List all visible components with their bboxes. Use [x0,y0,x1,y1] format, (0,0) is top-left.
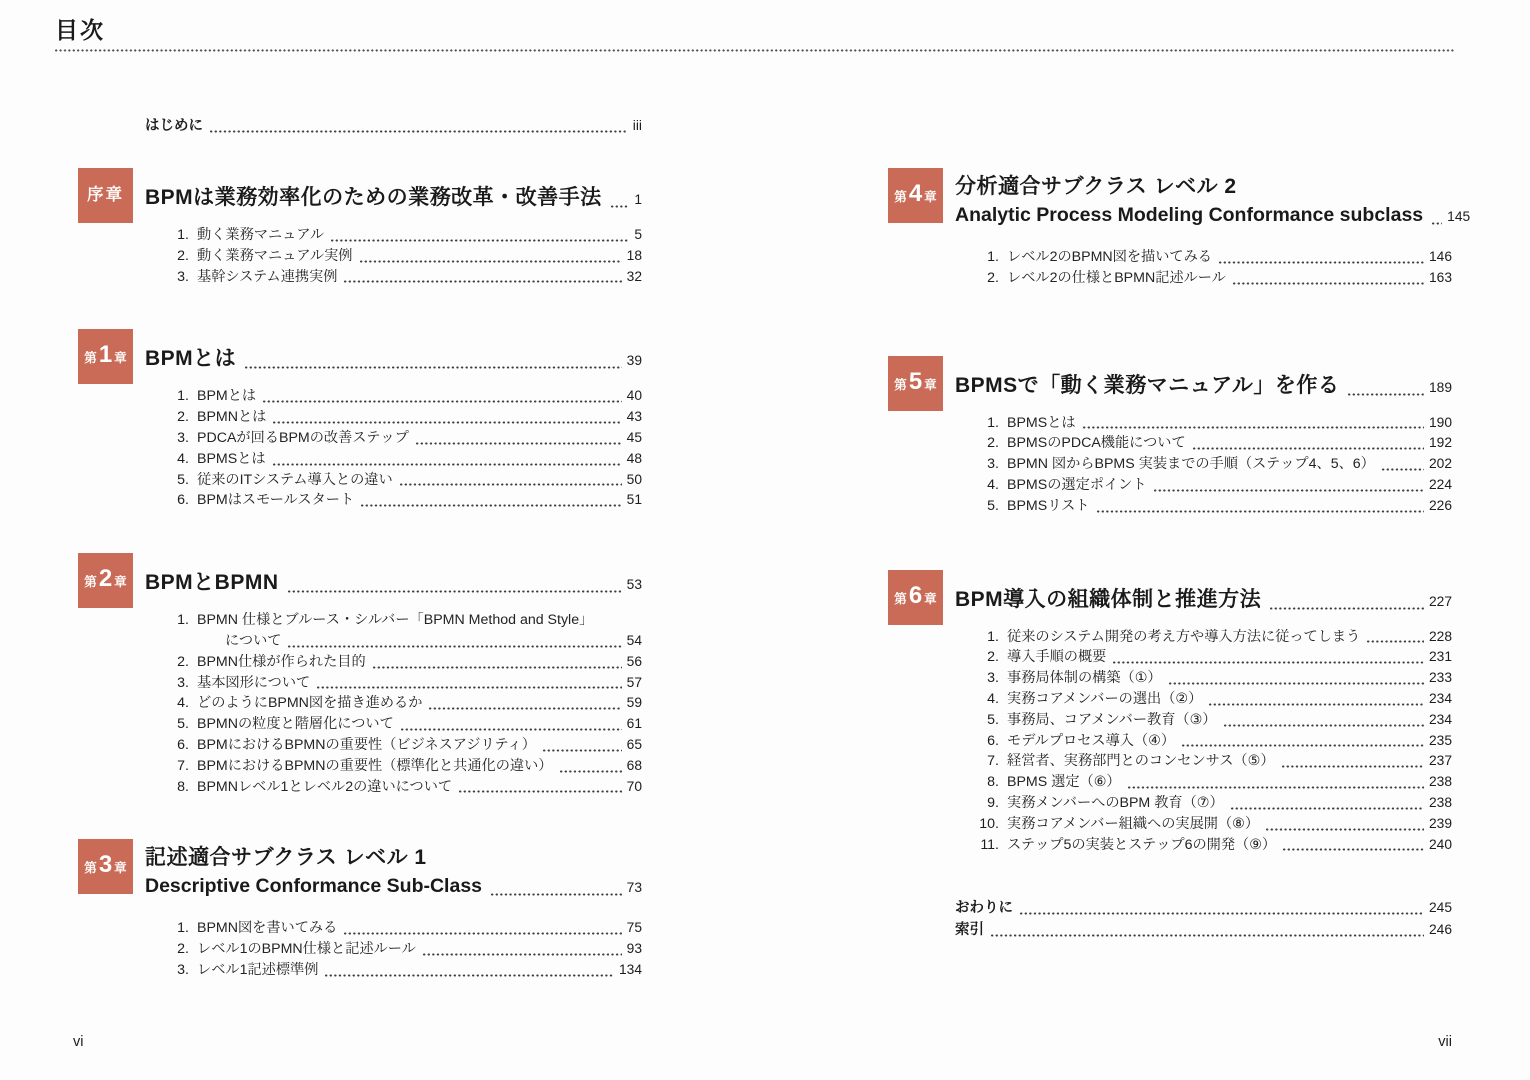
badge-suffix: 章 [924,190,937,204]
item-page-number: 237 [1428,753,1452,769]
toc-item [162,225,642,246]
badge-number: 3 [98,851,113,879]
toc-columns [78,115,1530,1023]
item-number: 4. [987,476,999,493]
chapter-badge [888,570,943,625]
item-label: レベル1のBPMN仕様と記述ルール [197,941,416,958]
frontmatter-entry [145,115,642,137]
dotted-leader [401,728,622,731]
item-number: 8. [987,774,999,791]
badge-prefix: 第 [894,190,907,204]
chapter-page-number: 39 [626,353,642,369]
toc-item [162,777,642,798]
toc-item [162,386,642,407]
toc-item [972,413,1452,434]
toc-item [162,960,642,981]
chapter-head [888,570,1452,625]
chapter-items [162,386,642,511]
item-number: 2. [987,435,999,452]
dotted-leader [1154,489,1424,492]
item-number: 8. [177,778,189,795]
chapter-title: BPM導入の組織体制と推進方法 [955,587,1262,611]
chapter-heading [955,356,1452,411]
dotted-leader [1113,661,1424,664]
toc-item [162,449,642,470]
dotted-leader [273,421,621,424]
item-page-number: 18 [626,247,642,263]
chapter-head [78,329,642,384]
item-number: 1. [987,414,999,431]
item-number: 2. [177,409,189,426]
item-number: 11. [980,836,999,853]
item-number: 3. [177,268,189,285]
item-number: 7. [177,757,189,774]
dotted-leader [373,666,622,669]
dotted-leader [361,504,621,507]
chapter-title: BPMSで「動く業務マニュアル」を作る [955,373,1340,397]
toc-item-continued [162,631,642,652]
chapter-heading [145,839,642,902]
item-page-number: 75 [626,920,642,936]
chapter-title-row [145,844,642,872]
chapter-head [78,553,642,608]
chapter-page-number: 73 [626,880,642,896]
item-number: 3. [177,961,189,978]
item-number: 2. [987,269,999,286]
item-page-number: 238 [1428,774,1452,790]
item-page-number: 228 [1428,628,1452,644]
item-page-number: 190 [1428,414,1452,430]
chapter-items [162,225,642,287]
toc-chapter [888,570,1452,856]
toc-item [972,454,1452,475]
item-number: 6. [987,732,999,749]
badge-prefix: 第 [84,575,97,590]
item-number: 1. [987,628,999,645]
chapter-head [888,356,1452,411]
page-number-right: vii [1438,1034,1452,1050]
dotted-leader [317,686,621,689]
item-label: BPMNレベル1とレベル2の違いについて [197,778,453,795]
dotted-leader [400,483,622,486]
dotted-leader [1182,744,1424,747]
item-page-number: 235 [1428,732,1452,748]
item-page-number: 224 [1428,476,1452,492]
toc-chapter [78,553,642,797]
item-number: 3. [177,429,189,446]
item-number: 1. [177,227,189,243]
toc-item [972,268,1452,289]
item-number: 3. [987,456,999,473]
toc-item [162,693,642,714]
chapter-title-row [145,569,642,599]
item-label: BPMS 選定（⑥） [1007,774,1121,791]
item-label: 事務局体制の構築（①） [1007,670,1162,687]
backmatter-entry [955,897,1452,919]
item-label-continued: について [225,632,282,649]
dotted-leader [560,770,622,773]
page-title: 目次 [55,17,105,43]
chapter-page-number: 1 [634,192,642,207]
item-page-number: 226 [1428,497,1452,513]
item-label: 実務コアメンバーの選出（②） [1007,690,1203,707]
toc-item [972,814,1452,835]
item-number: 1. [177,920,189,937]
item-number: 3. [177,674,189,691]
chapter-badge [78,839,133,894]
item-number: 4. [177,695,189,712]
item-label: 経営者、実務部門とのコンセンサス（⑤） [1007,753,1275,770]
item-label: 動く業務マニュアル実例 [197,247,353,264]
item-label: BPMとは [197,388,257,405]
item-page-number: 240 [1428,836,1452,852]
chapter-subtitle-row [145,872,642,902]
chapter-badge [78,168,133,223]
dotted-leader [1233,282,1424,285]
item-number: 2. [987,649,999,666]
chapter-title: 分析適合サブクラス レベル 2 [955,175,1237,198]
item-label: 従来のシステム開発の考え方や導入方法に従ってしまう [1007,628,1361,645]
dotted-leader [1224,724,1424,727]
item-page-number: 61 [626,716,642,732]
badge-number: 6 [908,581,923,609]
item-label: BPMN 仕様とブルース・シルバー「BPMN Method and Style」 [197,612,594,629]
chapter-title: BPMとBPMN [145,571,279,595]
dotted-leader [325,974,614,977]
toc-item [162,610,642,631]
dotted-leader [273,463,622,466]
page-number-left: vi [73,1034,84,1050]
item-number: 1. [987,249,999,265]
item-label: どのようにBPMN図を描き進めるか [197,695,423,712]
item-page-number: 70 [626,778,642,794]
item-page-number: 238 [1428,794,1452,810]
chapter-page-number: 145 [1447,209,1471,224]
chapter-heading [145,329,642,384]
item-page-number: 51 [626,492,642,508]
toc-item [972,627,1452,648]
dotted-leader [1083,426,1424,429]
item-page-number: 146 [1428,249,1452,264]
dotted-leader [288,645,621,648]
chapter-badge [888,168,943,223]
dotted-leader [543,749,622,752]
badge-number: 2 [98,565,113,593]
toc-item [162,918,642,939]
toc-item [972,710,1452,731]
toc-left-page [78,115,642,1023]
chapter-title-row [145,345,642,375]
item-label: ステップ5の実装とステップ6の開発（⑨） [1007,836,1277,853]
item-page-number: 234 [1428,690,1452,706]
backmatter-label: 索引 [955,922,984,939]
backmatter-page-number: 245 [1428,900,1452,916]
chapter-items [972,627,1452,856]
toc-item [162,939,642,960]
item-page-number: 45 [626,429,642,445]
item-number: 4. [177,450,189,467]
toc-item [972,496,1452,517]
badge-prefix: 第 [84,351,97,366]
item-label: 基幹システム連携実例 [197,268,338,285]
toc-item [162,756,642,777]
item-number: 9. [987,794,999,811]
badge-suffix: 章 [924,591,937,606]
item-label: レベル2のBPMN図を描いてみる [1007,249,1212,265]
dotted-leader [331,239,629,242]
toc-item [162,652,642,673]
backmatter [888,897,1452,941]
item-label: 動く業務マニュアル [197,227,325,243]
chapter-heading [145,168,642,223]
dotted-leader [1169,682,1424,685]
item-page-number: 202 [1428,456,1452,472]
item-label: 基本図形について [197,674,311,691]
item-label: BPMはスモールスタート [197,492,355,509]
dotted-leader [491,893,622,896]
toc-right-page [888,115,1471,1023]
toc-chapter [888,356,1452,517]
chapter-page-number: 227 [1428,593,1452,609]
chapter-title-row [145,184,642,214]
toc-item [162,470,642,491]
item-number: 1. [177,612,189,629]
badge-number: 1 [98,341,113,369]
badge-suffix: 章 [114,351,127,366]
chapter-heading [955,570,1452,625]
item-page-number: 134 [618,961,642,977]
chapter-items [162,918,642,980]
badge-prefix: 第 [894,377,907,392]
dotted-leader [1270,607,1424,610]
item-number: 6. [177,736,189,753]
dotted-leader [1128,786,1424,789]
item-number: 5. [987,711,999,728]
item-page-number: 54 [626,632,642,648]
item-page-number: 43 [626,409,642,425]
item-label: BPMSとは [197,450,266,467]
chapter-page-number: 53 [626,577,642,593]
item-number: 4. [987,690,999,707]
item-page-number: 50 [626,471,642,487]
chapter-head [888,168,1471,231]
item-page-number: 93 [626,941,642,957]
item-label: PDCAが回るBPMの改善ステップ [197,429,409,446]
item-page-number: 239 [1428,815,1452,831]
item-number: 7. [987,753,999,770]
badge-suffix: 章 [114,575,127,590]
item-number: 6. [177,492,189,509]
item-page-number: 68 [626,757,642,773]
toc-chapter [78,168,642,287]
badge-suffix: 章 [114,861,127,876]
item-page-number: 233 [1428,670,1452,686]
toc-item [972,731,1452,752]
item-number: 5. [177,471,189,488]
chapter-title: BPMとは [145,347,237,371]
item-number: 10. [979,815,999,832]
item-label: BPMSの選定ポイント [1007,476,1147,493]
item-page-number: 5 [634,227,642,242]
item-number: 5. [987,497,999,514]
dotted-leader [1266,828,1424,831]
item-label: BPMN図を書いてみる [197,920,338,937]
dotted-leader [1282,765,1424,768]
toc-item [162,407,642,428]
item-number: 2. [177,941,189,958]
item-label: 実務コアメンバー組織への実展開（⑧） [1007,815,1260,832]
chapter-subtitle: Analytic Process Modeling Conformance subclass [955,204,1424,226]
item-page-number: 65 [626,736,642,752]
item-number: 2. [177,247,189,264]
toc-item [162,673,642,694]
item-label: BPMにおけるBPMNの重要性（標準化と共通化の違い） [197,757,553,774]
dotted-leader [344,280,621,283]
toc-item [162,246,642,267]
dotted-leader [611,205,630,208]
badge-prefix: 第 [894,591,907,606]
item-page-number: 192 [1428,435,1452,451]
item-label: BPMN仕様が作られた目的 [197,653,366,670]
dotted-leader [1209,703,1424,706]
chapter-title-row [955,372,1452,402]
chapter-items [972,413,1452,517]
badge-number: 5 [908,367,923,395]
frontmatter-label: はじめに [145,118,203,134]
backmatter-label: おわりに [955,900,1013,917]
chapter-title: 記述適合サブクラス レベル 1 [145,846,427,870]
toc-chapter [78,329,642,511]
badge-number: 4 [908,180,923,207]
item-page-number: 163 [1428,269,1452,285]
toc-item [972,247,1452,268]
chapter-items [162,610,642,797]
dotted-leader [1348,393,1424,396]
dotted-leader [1097,510,1424,513]
dotted-leader [1283,848,1424,851]
item-number: 2. [177,653,189,670]
dotted-leader [1219,261,1424,264]
item-label: BPMにおけるBPMNの重要性（ビジネスアジリティ） [197,736,536,753]
toc-item [972,751,1452,772]
dotted-leader [210,130,628,133]
dotted-leader [416,442,622,445]
item-page-number: 56 [626,653,642,669]
chapter-items [972,247,1452,289]
chapter-badge [888,356,943,411]
badge-label: 序章 [87,186,124,205]
toc-item [162,490,642,511]
toc-item [162,735,642,756]
item-label: 事務局、コアメンバー教育（③） [1007,711,1217,728]
chapter-head [78,839,642,902]
item-label: BPMN 図からBPMS 実装までの手順（ステップ4、5、6） [1007,456,1375,473]
item-number: 5. [177,716,189,733]
chapter-heading [955,168,1471,231]
toc-item [162,428,642,449]
item-label: レベル1記述標準例 [197,961,319,978]
toc-item [972,668,1452,689]
chapter-subtitle-row [955,201,1471,231]
dotted-leader [245,366,621,369]
item-page-number: 48 [626,450,642,466]
dotted-leader [1382,468,1424,471]
toc-chapter [888,168,1471,289]
toc-chapter [78,839,642,980]
frontmatter-page-number: iii [632,118,642,133]
toc-item [972,793,1452,814]
dotted-leader [1432,222,1442,225]
dotted-leader [1367,640,1424,643]
item-label: モデルプロセス導入（④） [1007,732,1176,749]
dotted-leader [288,590,622,593]
item-label: 導入手順の概要 [1007,649,1107,666]
dotted-leader [1231,807,1424,810]
dotted-leader [991,934,1424,937]
chapter-title: BPMは業務効率化のための業務改革・改善手法 [145,186,602,209]
item-page-number: 59 [626,695,642,711]
dotted-leader [459,790,622,793]
item-number: 3. [987,670,999,687]
item-page-number: 231 [1428,649,1452,665]
dotted-leader [1020,912,1424,915]
toc-item [162,714,642,735]
chapter-page-number: 189 [1428,379,1452,395]
item-label: BPMSとは [1007,414,1076,431]
toc-item [972,475,1452,496]
item-number: 1. [177,388,189,405]
item-page-number: 40 [626,388,642,404]
dotted-leader [360,260,622,263]
chapter-subtitle: Descriptive Conformance Sub-Class [145,875,483,898]
backmatter-page-number: 246 [1428,922,1452,938]
chapter-badge [78,553,133,608]
dotted-leader [263,400,622,403]
dotted-leader [423,953,622,956]
item-label: BPMNとは [197,409,267,426]
toc-item [972,647,1452,668]
chapter-title-row [955,173,1452,201]
item-page-number: 32 [626,268,642,284]
header-dotted-rule [55,49,1455,52]
item-label: BPMSのPDCA機能について [1007,435,1186,452]
toc-item [972,835,1452,856]
badge-prefix: 第 [84,861,97,876]
chapter-title-row [955,586,1452,616]
toc-item [972,689,1452,710]
chapter-heading [145,553,642,608]
badge-suffix: 章 [924,377,937,392]
item-page-number: 57 [626,674,642,690]
toc-header [0,0,1530,52]
item-label: レベル2の仕様とBPMN記述ルール [1007,269,1226,286]
chapter-badge [78,329,133,384]
toc-item [972,433,1452,454]
toc-item [162,267,642,288]
item-label: 従来のITシステム導入との違い [197,471,393,488]
item-label: BPMNの粒度と階層化について [197,716,394,733]
backmatter-entry [955,919,1452,941]
item-page-number: 234 [1428,711,1452,727]
item-label: BPMSリスト [1007,497,1090,514]
dotted-leader [1193,447,1424,450]
dotted-leader [344,932,621,935]
chapter-head [78,168,642,223]
dotted-leader [429,707,621,710]
toc-item [972,772,1452,793]
item-label: 実務メンバーへのBPM 教育（⑦） [1007,794,1224,811]
